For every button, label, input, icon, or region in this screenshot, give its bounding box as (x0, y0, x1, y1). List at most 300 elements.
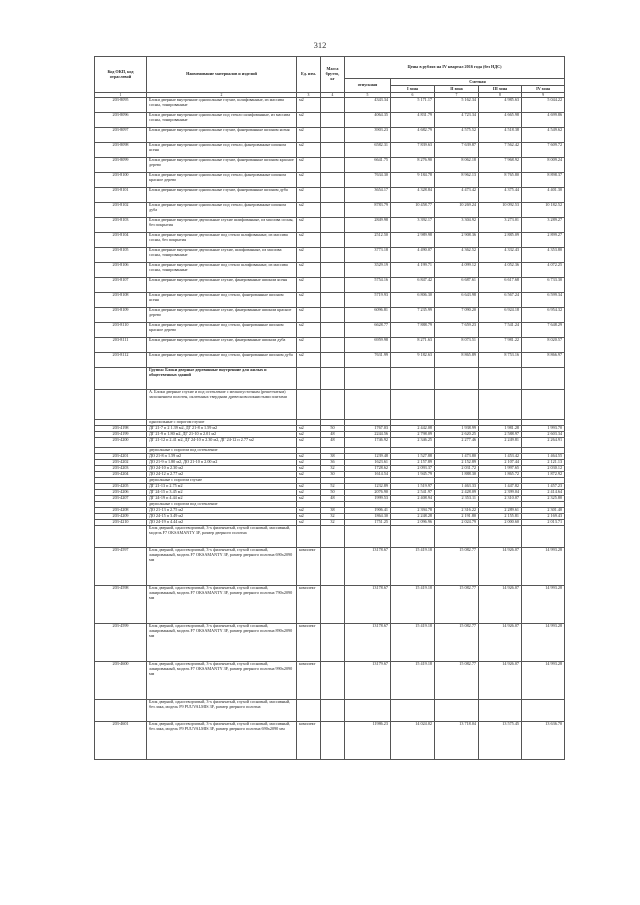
row-name: ДО 24-15 п 3.49 м2 (147, 514, 297, 520)
row-wholesale-price: 3654.17 (345, 188, 391, 203)
row-zone3-price: 6 924.18 (479, 308, 522, 323)
row-mass (321, 586, 345, 624)
row-zone1-price: 4 831.79 (391, 113, 435, 128)
row-unit: комплект (297, 722, 321, 760)
row-name: ДГ 21-9 п 1.80 м2, ДГ 21-10 п 2.01 м2 (147, 432, 297, 438)
row-code: 203-8095 (95, 98, 147, 113)
row-mass (321, 323, 345, 338)
row-zone2-price: 2 908.36 (435, 233, 479, 248)
row-zone3-price: 8 765.80 (479, 173, 522, 188)
row-name: ДО 24-19 п 4.44 м2 (147, 520, 297, 526)
row-name: ДГ 21-12 п 2.41 м2, ДГ 24-10 п 2.30 м2, ДГ 24-12 п 2.77 м2 (147, 438, 297, 448)
row-zone2-price: 2 152.89 (435, 460, 479, 466)
col-name-header: Наименование материалов и изделий (147, 57, 297, 93)
row-zone1-price: 7 235.99 (391, 308, 435, 323)
row-mass: 38 (321, 454, 345, 460)
row-zone4-price: 4 401.30 (522, 188, 565, 203)
row-code: 203-4201 (95, 454, 147, 460)
row-zone2-price: 8 865.89 (435, 353, 479, 368)
row-zone4-price: 2 301.40 (522, 508, 565, 514)
row-zone3-price: 1 981.28 (479, 426, 522, 432)
row-code: 203-8103 (95, 218, 147, 233)
row-mass (321, 263, 345, 278)
row-code: 203-4203 (95, 466, 147, 472)
row-zone1-price: 1 945.79 (391, 472, 435, 478)
row-code: 203-4199 (95, 432, 147, 438)
row-zone4-price (522, 700, 565, 722)
row-zone2-price: 6 687.61 (435, 278, 479, 293)
row-zone3-price: 2 399.04 (479, 490, 522, 496)
row-code: 203-8111 (95, 338, 147, 353)
row-code: 203-8107 (95, 278, 147, 293)
row-wholesale-price: 11986.23 (345, 722, 391, 760)
row-zone3-price: 13 575.45 (479, 722, 522, 760)
row-zone4-price: 2 325.80 (522, 496, 565, 502)
row-zone3-price (479, 526, 522, 548)
row-unit: м2 (297, 248, 321, 263)
row-mass (321, 98, 345, 113)
row-zone3-price: 1 447.82 (479, 484, 522, 490)
row-name: ДГ 24-15 п 3.45 м2 (147, 490, 297, 496)
row-code: 203-8104 (95, 233, 147, 248)
row-unit: м2 (297, 113, 321, 128)
row-zone2-price: 15 082.77 (435, 586, 479, 624)
row-wholesale-price: 1864.30 (345, 514, 391, 520)
row-zone1-price: 2 093.37 (391, 466, 435, 472)
row-code: 203-4204 (95, 472, 147, 478)
row-mass (321, 526, 345, 548)
row-zone1-price: 14 024.02 (391, 722, 435, 760)
row-zone1-price: 4 328.84 (391, 188, 435, 203)
row-name: Блоки дверные внутренние однопольные глухие, фанерованные шпоном ясеня (147, 128, 297, 143)
row-unit: м2 (297, 466, 321, 472)
row-unit: м2 (297, 188, 321, 203)
row-unit (297, 700, 321, 722)
row-unit: м2 (297, 514, 321, 520)
row-zone2-price: 10 269.24 (435, 203, 479, 218)
row-mass (321, 188, 345, 203)
row-unit: м2 (297, 490, 321, 496)
row-name: Блоки дверные внутренние однопольные глухие, фанерованные шпоном красное дерево (147, 158, 297, 173)
row-zone4-price: 8 898.37 (522, 173, 565, 188)
table-row (95, 662, 565, 700)
row-code: 203-4205 (95, 484, 147, 490)
row-zone3-price: 6 617.68 (479, 278, 522, 293)
row-code: 203-4210 (95, 520, 147, 526)
row-zone3-price (479, 700, 522, 722)
page-number: 312 (313, 40, 327, 50)
row-wholesale-price: 7631.99 (345, 353, 391, 368)
row-code: 203-8099 (95, 158, 147, 173)
row-code: 203-4600 (95, 662, 147, 700)
row-zone3-price: 2 000.60 (479, 520, 522, 526)
row-wholesale-price: 2244.56 (345, 432, 391, 438)
row-code: 203-8098 (95, 143, 147, 158)
row-zone4-price: 6 954.32 (522, 308, 565, 323)
row-wholesale-price: 7634.30 (345, 173, 391, 188)
table-header (95, 57, 565, 98)
row-mass (321, 218, 345, 233)
row-zone4-price: 2 899.27 (522, 233, 565, 248)
row-unit: м2 (297, 158, 321, 173)
row-zone4-price: 7 609.72 (522, 143, 565, 158)
row-zone3-price: 2 310.07 (479, 496, 522, 502)
col-price-group-header: Цены в рублях на IV квартал 2016 года (без НДС) (345, 57, 565, 79)
col-zone4-header: IV зона (522, 86, 565, 93)
row-zone4-price: 2 169.43 (522, 514, 565, 520)
row-unit (297, 526, 321, 548)
row-unit: м2 (297, 496, 321, 502)
col-wholesale-header: отпускная (345, 79, 391, 93)
row-unit: м2 (297, 263, 321, 278)
row-mass: 48 (321, 438, 345, 448)
row-wholesale-price: 13178.67 (345, 548, 391, 586)
table-row (95, 338, 565, 353)
row-zone3-price: 14 926.07 (479, 548, 522, 586)
row-zone2-price: 8 073.51 (435, 338, 479, 353)
table-row (95, 263, 565, 278)
row-zone3-price: 1 453.42 (479, 454, 522, 460)
row-name: Блок дверной, одностворчатый, 3-х филенчатый, глухой сосновый, лакированный, модель F7 OKSAMANTY 3F, размер дверного полотна 990х2090 мм (147, 662, 297, 700)
col-index: 6 (391, 93, 435, 98)
row-wholesale-price: 1232.89 (345, 484, 391, 490)
row-mass (321, 308, 345, 323)
row-zone4-price: 1 464.55 (522, 454, 565, 460)
row-name: Блоки дверные внутренние двупольные глухие, фанерованные шпоном красное дерево (147, 308, 297, 323)
table-row (95, 308, 565, 323)
row-code: 203-4206 (95, 490, 147, 496)
table-row (95, 173, 565, 188)
row-zone3-price: 4 518.38 (479, 128, 522, 143)
row-zone3-price: 2 155.81 (479, 514, 522, 520)
row-zone2-price: 1 938.99 (435, 426, 479, 432)
row-zone4-price: 10 182.52 (522, 203, 565, 218)
row-zone4-price (522, 526, 565, 548)
row-mass: 30 (321, 472, 345, 478)
row-wholesale-price: 3529.19 (345, 263, 391, 278)
row-zone1-price: 9 182.63 (391, 353, 435, 368)
row-zone3-price: 4 052.36 (479, 263, 522, 278)
row-wholesale-price: 13179.67 (345, 662, 391, 700)
row-zone3-price: 14 926.07 (479, 662, 522, 700)
row-code: 203-8106 (95, 263, 147, 278)
row-zone2-price: 15 082.77 (435, 624, 479, 662)
row-wholesale-price: 5754.16 (345, 278, 391, 293)
row-name: Блоки дверные внутренние однопольные под стекло, фанерованные шпоном красное дерево (147, 173, 297, 188)
row-zone3-price: 3 273.01 (479, 218, 522, 233)
price-table (94, 56, 565, 760)
row-zone4-price: 2 013.71 (522, 520, 565, 526)
row-zone2-price: 1 888.30 (435, 472, 479, 478)
col-index: 7 (435, 93, 479, 98)
row-zone3-price: 1 865.72 (479, 472, 522, 478)
row-zone2-price: 2 620.25 (435, 432, 479, 438)
row-zone3-price: 10 092.53 (479, 203, 522, 218)
row-wholesale-price: 4343.34 (345, 98, 391, 113)
row-zone1-price: 2 346.25 (391, 438, 435, 448)
row-zone4-price: 8 866.97 (522, 353, 565, 368)
table-row (95, 188, 565, 203)
row-zone1-price: 10 458.77 (391, 203, 435, 218)
row-zone4-price: 2 603.34 (522, 432, 565, 438)
row-mass (321, 624, 345, 662)
row-name: Блоки дверные внутренние однопольные глухие, шлифованные, из массива сосны, тонированные (147, 98, 297, 113)
row-zone1-price: 7 888.79 (391, 323, 435, 338)
row-mass: 32 (321, 466, 345, 472)
row-unit: м2 (297, 472, 321, 478)
row-zone4-price: 14 993.28 (522, 624, 565, 662)
col-delivery-header: Сметная (391, 79, 565, 86)
row-zone3-price: 2 107.44 (479, 460, 522, 466)
table-row (95, 248, 565, 263)
col-zone2-header: II зона (435, 86, 479, 93)
table-row (95, 218, 565, 233)
row-zone4-price: 6 599.34 (522, 293, 565, 308)
row-zone4-price: 5 044.22 (522, 98, 565, 113)
row-name: Блоки дверные внутренние двупольные глухие, шлифованные, из массива сосны, тонированные (147, 248, 297, 263)
row-code: 203-8109 (95, 308, 147, 323)
row-unit: м2 (297, 338, 321, 353)
row-zone4-price: 14 993.28 (522, 548, 565, 586)
row-zone4-price: 13 636.70 (522, 722, 565, 760)
row-zone2-price: 7 639.87 (435, 143, 479, 158)
row-name: Блок дверной, одностворчатый, 3-х филенчатый, глухой сосновый, лакированный, модель F7 OKSAMANTY 3F, размер дверного полотна 690х2090 мм (147, 548, 297, 586)
row-zone4-price: 8 009.24 (522, 158, 565, 173)
row-zone4-price: 14 993.28 (522, 586, 565, 624)
col-index: 3 (297, 93, 321, 98)
row-code: 203-4207 (95, 496, 147, 502)
row-mass (321, 353, 345, 368)
col-index: 8 (479, 93, 522, 98)
row-zone2-price: 15 082.77 (435, 662, 479, 700)
row-name: Блоки дверные внутренние однопольные глухие, фанерованные шпоном дуба (147, 188, 297, 203)
row-zone1-price: 2 798.09 (391, 432, 435, 438)
row-zone4-price: 3 289.27 (522, 218, 565, 233)
row-mass (321, 722, 345, 760)
row-name: Блоки дверные внутренние однопольные под стекло шлифованные, из массива сосны, тонированные (147, 113, 297, 128)
row-zone1-price: 4 199.71 (391, 263, 435, 278)
row-unit: м2 (297, 203, 321, 218)
row-name: Блоки дверные внутренние двупольные под стекло, фанерованные шпоном дуба (147, 353, 297, 368)
row-mass (321, 293, 345, 308)
row-zone2-price: 15 082.77 (435, 548, 479, 586)
row-zone1-price: 15 419.18 (391, 662, 435, 700)
row-name: Блоки дверные внутренние двупольные под стекло шлифованные, из массива сосны, тонированные (147, 263, 297, 278)
row-zone3-price: 14 926.07 (479, 586, 522, 624)
row-mass (321, 700, 345, 722)
row-code: 203-4209 (95, 514, 147, 520)
row-zone1-price: 4 682.79 (391, 128, 435, 143)
row-zone1-price (391, 700, 435, 722)
row-zone1-price: 7 839.63 (391, 143, 435, 158)
row-zone4-price: 8 020.57 (522, 338, 565, 353)
row-code (95, 526, 147, 548)
row-zone3-price: 2 289.61 (479, 508, 522, 514)
row-wholesale-price: 6641.75 (345, 158, 391, 173)
row-zone2-price: 8 962.13 (435, 173, 479, 188)
col-unit-header: Ед. изм. (297, 57, 321, 93)
row-unit: м2 (297, 143, 321, 158)
row-zone1-price: 3 392.17 (391, 218, 435, 233)
row-name: Блоки дверные внутренние однопольные под стекло, фанерованные шпоном дуба (147, 203, 297, 218)
row-zone4-price: 4 353.80 (522, 248, 565, 263)
row-code: 203-4200 (95, 438, 147, 448)
row-wholesale-price: 3773.18 (345, 248, 391, 263)
row-mass: 52 (321, 484, 345, 490)
row-zone1-price: 4 490.07 (391, 248, 435, 263)
row-zone1-price: 2 442.08 (391, 426, 435, 432)
row-unit: м2 (297, 353, 321, 368)
table-row (95, 293, 565, 308)
table-row (95, 158, 565, 173)
row-unit: м2 (297, 128, 321, 143)
row-name: Блоки дверные внутренние двупольные глухие, фанерованные шпоном дуба (147, 338, 297, 353)
col-code-header: Код ОКП, код отраслевой (95, 57, 147, 93)
row-zone2-price: 2 428.09 (435, 490, 479, 496)
row-wholesale-price: 1999.53 (345, 496, 391, 502)
row-unit: м2 (297, 98, 321, 113)
row-mass: 48 (321, 496, 345, 502)
row-name: двупольные с порогом под остекление (147, 502, 297, 508)
row-zone1-price (391, 526, 435, 548)
row-zone1-price: 15 419.18 (391, 586, 435, 624)
row-name: Блоки дверные внутренние двупольные под стекло, фанерованные шпоном красное дерево (147, 323, 297, 338)
row-unit: м2 (297, 520, 321, 526)
row-unit: комплект (297, 586, 321, 624)
row-mass: 36 (321, 460, 345, 466)
row-unit: комплект (297, 624, 321, 662)
row-zone2-price: 6 643.98 (435, 293, 479, 308)
row-name: ДГ 21-7 п 2 1.39 м2, ДГ 21-8 п 1.59 м2 (147, 426, 297, 432)
row-code: 203-4208 (95, 508, 147, 514)
row-mass (321, 278, 345, 293)
row-zone4-price: 1 993.70 (522, 426, 565, 432)
row-name: ДГ 21-13 п 2.75 м2 (147, 484, 297, 490)
row-zone2-price (435, 526, 479, 548)
row-zone1-price: 2 157.89 (391, 460, 435, 466)
row-wholesale-price: 1728.62 (345, 466, 391, 472)
row-zone2-price: 4 099.12 (435, 263, 479, 278)
row-mass: 50 (321, 426, 345, 432)
group-subheading: однопольные с порогом глухие (147, 420, 297, 426)
row-code: 203-8110 (95, 323, 147, 338)
col-index: 1 (95, 93, 147, 98)
row-zone4-price: 1 457.23 (522, 484, 565, 490)
row-name: Блок дверной, одностворчатый, 3-х филенчатый, глухой сосновый, лакированный, модель F7 OKSAMANTY 3F, размер дверного полотна 790х2090 мм (147, 586, 297, 624)
row-zone1-price: 2 248.28 (391, 514, 435, 520)
row-name: ДО 24-12 п 2.77 м2 (147, 472, 297, 478)
row-zone2-price: 5 162.34 (435, 98, 479, 113)
row-unit: м2 (297, 438, 321, 448)
row-name: Блоки дверные внутренние двупольные глухие шлифованные, из массива сосны, без покрытия (147, 218, 297, 233)
row-code: 203-8097 (95, 128, 147, 143)
row-zone4-price: 6 733.30 (522, 278, 565, 293)
row-zone3-price: 2 588.97 (479, 432, 522, 438)
row-zone2-price: 4 473.42 (435, 188, 479, 203)
row-code: 203-8100 (95, 173, 147, 188)
row-zone1-price: 8 276.90 (391, 158, 435, 173)
row-zone3-price: 8 753.16 (479, 353, 522, 368)
row-mass: 32 (321, 520, 345, 526)
row-zone2-price: 2 031.72 (435, 466, 479, 472)
row-zone2-price: 8 062.18 (435, 158, 479, 173)
row-code: 203-8096 (95, 113, 147, 128)
row-zone2-price: 2 277.46 (435, 438, 479, 448)
row-code: 203-8101 (95, 188, 147, 203)
row-zone4-price: 7 648.29 (522, 323, 565, 338)
table-row (95, 526, 565, 548)
col-index: 5 (345, 93, 391, 98)
row-unit: м2 (297, 484, 321, 490)
row-mass: 32 (321, 514, 345, 520)
row-zone2-price: 2 316.22 (435, 508, 479, 514)
row-code: 203-4601 (95, 722, 147, 760)
row-zone1-price: 2 989.98 (391, 233, 435, 248)
table-row (95, 143, 565, 158)
row-unit: м2 (297, 460, 321, 466)
row-mass: 50 (321, 490, 345, 496)
row-code: 203-4597 (95, 548, 147, 586)
row-wholesale-price: 6959.98 (345, 338, 391, 353)
row-wholesale-price: 6582.31 (345, 143, 391, 158)
row-unit: м2 (297, 454, 321, 460)
row-zone1-price: 6 806.30 (391, 293, 435, 308)
row-mass (321, 548, 345, 586)
table-row (95, 278, 565, 293)
row-zone2-price: 2 191.80 (435, 514, 479, 520)
row-mass: 38 (321, 508, 345, 514)
row-zone1-price: 15 419.18 (391, 624, 435, 662)
table-row (95, 548, 565, 586)
row-name: ДО 24-10 п 2.30 м2 (147, 466, 297, 472)
row-name: Блоки дверные внутренние двупольные под стекло шлифованные, из массива сосны, без покрытия (147, 233, 297, 248)
row-zone4-price: 4 072.25 (522, 263, 565, 278)
row-name: ДО 21-9 п 1.80 м2, ДО 21-10 п 2.00 м2 (147, 460, 297, 466)
row-wholesale-price: 6096.81 (345, 308, 391, 323)
row-code: 203-8108 (95, 293, 147, 308)
row-unit: м2 (297, 508, 321, 514)
row-unit: м2 (297, 218, 321, 233)
table-body-section-a (95, 98, 565, 368)
col-index: 4 (321, 93, 345, 98)
row-zone2-price: 7 090.20 (435, 308, 479, 323)
row-name: Блоки дверные внутренние двупольные глухие, фанерованные шпоном ясеня (147, 278, 297, 293)
row-zone2-price: 4 723.34 (435, 113, 479, 128)
row-zone1-price: 2 096.96 (391, 520, 435, 526)
row-zone1-price: 1 527.88 (391, 454, 435, 460)
row-code: 203-8112 (95, 353, 147, 368)
table-body-section-b (95, 426, 565, 526)
row-name: Блок дверной, одностворчатый, 3-х филенчатый, глухой сосновый, массивный, без лака, модель F9 PUUVALMIS 3F, размер дверного полотна (147, 700, 297, 722)
row-mass (321, 173, 345, 188)
row-zone3-price: 1 997.65 (479, 466, 522, 472)
row-mass (321, 203, 345, 218)
row-zone3-price: 4 665.98 (479, 113, 522, 128)
group-section (95, 368, 565, 426)
group-subtitle: А. Блоки дверные глухие и под остекление с мелкопустотным (решетчатым) заполнением полотен, оклеенных твердыми древесноволокнистыми плитами (147, 390, 297, 420)
row-zone2-price: 4 362.52 (435, 248, 479, 263)
row-zone4-price: 2 030.12 (522, 466, 565, 472)
row-zone2-price: 2 353.11 (435, 496, 479, 502)
row-zone1-price: 15 419.18 (391, 548, 435, 586)
row-zone3-price: 14 926.07 (479, 624, 522, 662)
row-mass (321, 662, 345, 700)
row-name: Блоки дверные внутренние однопольные под стекло, фанерованные шпоном ясеня (147, 143, 297, 158)
row-code: 203-4599 (95, 624, 147, 662)
row-name: ДГ 24-19 п 4.44 м2 (147, 496, 297, 502)
row-code: 203-8102 (95, 203, 147, 218)
row-code: 203-4598 (95, 586, 147, 624)
